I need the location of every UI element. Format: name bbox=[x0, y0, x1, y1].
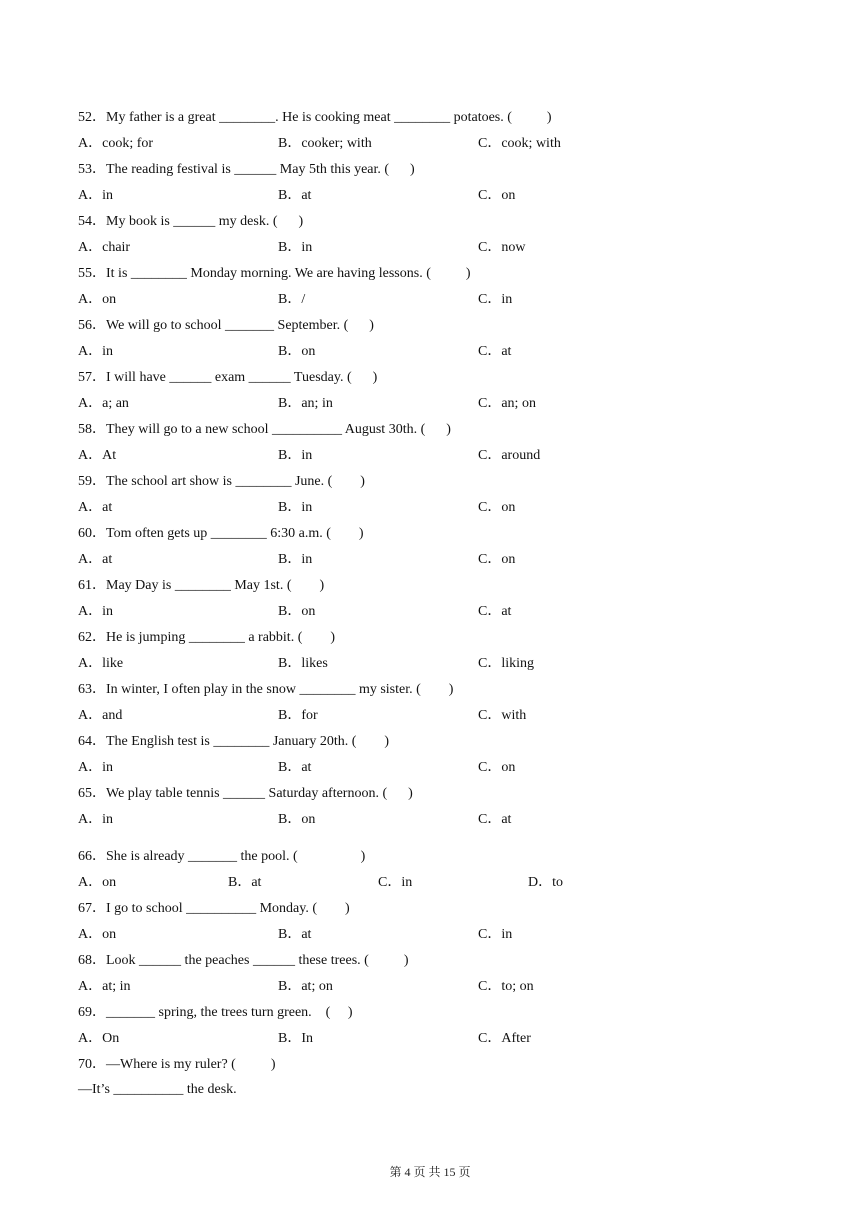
option-b: B．in bbox=[278, 552, 313, 567]
options-row bbox=[78, 810, 778, 830]
options-row bbox=[78, 290, 778, 310]
option-b: B．at bbox=[278, 927, 312, 942]
answer-line: —It’s __________ the desk. bbox=[78, 1082, 237, 1097]
options-row bbox=[78, 873, 778, 893]
option-a: A．At bbox=[78, 448, 117, 463]
option-d: D．to bbox=[528, 875, 563, 890]
option-a: A．and bbox=[78, 708, 123, 723]
option-c: C．on bbox=[478, 500, 516, 515]
option-c: C．liking bbox=[478, 656, 535, 671]
question-stem: 59．The school art show is ________ June. ( ) bbox=[78, 474, 365, 489]
option-a: A．in bbox=[78, 760, 113, 775]
option-c: C．around bbox=[478, 448, 541, 463]
option-b: B．on bbox=[278, 604, 316, 619]
question-stem: 65．We play table tennis ______ Saturday afternoon. ( ) bbox=[78, 786, 413, 801]
options-row bbox=[78, 925, 778, 945]
option-b: B．on bbox=[278, 344, 316, 359]
option-c: C．at bbox=[478, 812, 512, 827]
option-b: B．at bbox=[228, 875, 262, 890]
option-b: B．In bbox=[278, 1031, 313, 1046]
option-c: C．in bbox=[478, 927, 513, 942]
option-b: B．at; on bbox=[278, 979, 333, 994]
options-row bbox=[78, 706, 778, 726]
question-stem: 67．I go to school __________ Monday. ( ) bbox=[78, 901, 350, 916]
option-a: A．a; an bbox=[78, 396, 129, 411]
question-stem: 69．_______ spring, the trees turn green. ( ) bbox=[78, 1005, 353, 1020]
question-stem: 62．He is jumping ________ a rabbit. ( ) bbox=[78, 630, 336, 645]
option-a: A．in bbox=[78, 188, 113, 203]
options-row bbox=[78, 446, 778, 466]
question-stem: 63．In winter, I often play in the snow ________ my sister. ( ) bbox=[78, 682, 454, 697]
option-a: A．on bbox=[78, 292, 117, 307]
option-c: C．at bbox=[478, 344, 512, 359]
options-row bbox=[78, 977, 778, 997]
options-row bbox=[78, 654, 778, 674]
option-b: B．on bbox=[278, 812, 316, 827]
option-b: B．for bbox=[278, 708, 318, 723]
question-stem: 70．—Where is my ruler? ( ) bbox=[78, 1057, 276, 1072]
option-c: C．in bbox=[378, 875, 413, 890]
question-stem: 64．The English test is ________ January 20th. ( ) bbox=[78, 734, 390, 749]
question-stem: 68．Look ______ the peaches ______ these trees. ( ) bbox=[78, 953, 409, 968]
option-a: A．on bbox=[78, 875, 117, 890]
option-c: C．After bbox=[478, 1031, 531, 1046]
option-a: A．at bbox=[78, 500, 113, 515]
option-c: C．on bbox=[478, 552, 516, 567]
option-c: C．at bbox=[478, 604, 512, 619]
option-b: B．in bbox=[278, 500, 313, 515]
question-stem: 61．May Day is ________ May 1st. ( ) bbox=[78, 578, 325, 593]
option-a: A．cook; for bbox=[78, 136, 154, 151]
option-b: B．likes bbox=[278, 656, 328, 671]
options-row bbox=[78, 758, 778, 778]
question-stem: 52．My father is a great ________. He is cooking meat ________ potatoes. ( ) bbox=[78, 110, 552, 125]
option-a: A．chair bbox=[78, 240, 131, 255]
question-stem: 60．Tom often gets up ________ 6:30 a.m. ( ) bbox=[78, 526, 364, 541]
option-a: A．in bbox=[78, 604, 113, 619]
option-a: A．in bbox=[78, 344, 113, 359]
question-stem: 57．I will have ______ exam ______ Tuesday. ( ) bbox=[78, 370, 378, 385]
options-row bbox=[78, 394, 778, 414]
option-b: B．an; in bbox=[278, 396, 333, 411]
option-c: C．cook; with bbox=[478, 136, 561, 151]
option-a: A．on bbox=[78, 927, 117, 942]
option-c: C．now bbox=[478, 240, 526, 255]
options-row bbox=[78, 186, 778, 206]
options-row bbox=[78, 134, 778, 154]
option-c: C．an; on bbox=[478, 396, 536, 411]
option-c: C．on bbox=[478, 188, 516, 203]
options-row bbox=[78, 342, 778, 362]
option-b: B．cooker; with bbox=[278, 136, 372, 151]
option-c: C．with bbox=[478, 708, 527, 723]
options-row bbox=[78, 602, 778, 622]
question-stem: 66．She is already _______ the pool. ( ) bbox=[78, 849, 366, 864]
question-stem: 53．The reading festival is ______ May 5th this year. ( ) bbox=[78, 162, 415, 177]
option-a: A．On bbox=[78, 1031, 120, 1046]
option-c: C．to; on bbox=[478, 979, 534, 994]
question-stem: 56．We will go to school _______ September. ( ) bbox=[78, 318, 374, 333]
option-a: A．at bbox=[78, 552, 113, 567]
options-row bbox=[78, 238, 778, 258]
option-b: B．in bbox=[278, 448, 313, 463]
option-a: A．in bbox=[78, 812, 113, 827]
question-stem: 55．It is ________ Monday morning. We are having lessons. ( ) bbox=[78, 266, 471, 281]
option-b: B．in bbox=[278, 240, 313, 255]
option-a: A．like bbox=[78, 656, 124, 671]
options-row bbox=[78, 550, 778, 570]
option-b: B．at bbox=[278, 760, 312, 775]
page-footer: 第 4 页 共 15 页 bbox=[389, 1165, 471, 1179]
options-row bbox=[78, 1029, 778, 1049]
option-a: A．at; in bbox=[78, 979, 131, 994]
option-c: C．in bbox=[478, 292, 513, 307]
option-c: C．on bbox=[478, 760, 516, 775]
option-b: B．/ bbox=[278, 292, 306, 307]
question-stem: 58．They will go to a new school __________ August 30th. ( ) bbox=[78, 422, 451, 437]
option-b: B．at bbox=[278, 188, 312, 203]
question-stem: 54．My book is ______ my desk. ( ) bbox=[78, 214, 304, 229]
options-row bbox=[78, 498, 778, 518]
